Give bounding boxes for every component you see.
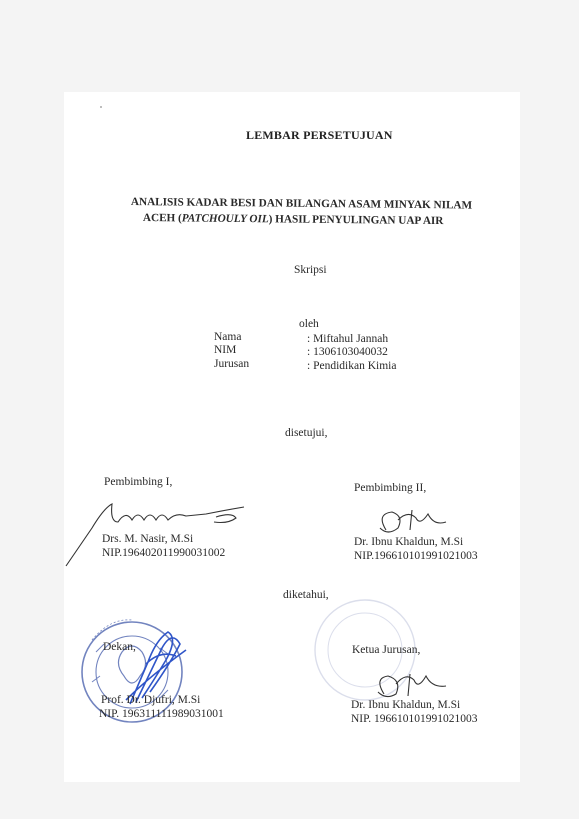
advisor2-role: Pembimbing II, [354, 482, 427, 494]
university-stamp [82, 620, 182, 722]
dean-role: Dekan, [103, 641, 136, 653]
page-title: LEMBAR PERSETUJUAN [246, 128, 393, 142]
field-value-jurusan: : Pendidikan Kimia [307, 360, 397, 372]
advisor2-signature [380, 510, 446, 532]
thesis-title-italic: PATCHOULY OIL [181, 212, 269, 226]
acknowledged-label: diketahui, [283, 589, 329, 601]
field-value-nim: : 1306103040032 [307, 346, 388, 358]
advisor1-role: Pembimbing I, [104, 476, 173, 488]
head-role: Ketua Jurusan, [352, 644, 421, 656]
advisor1-nip: NIP.196402011990031002 [102, 547, 226, 559]
field-label-jurusan: Jurusan [214, 358, 250, 370]
field-value-nama: : Miftahul Jannah [307, 333, 389, 345]
approved-label: disetujui, [285, 427, 328, 439]
advisor2-nip: NIP.196610101991021003 [354, 550, 478, 562]
thesis-title-prefix: ACEH ( [142, 212, 182, 225]
advisor1-name: Drs. M. Nasir, M.Si [102, 533, 194, 545]
thesis-title-line-1: ANALISIS KADAR BESI DAN BILANGAN ASAM MINYAK NILAM [130, 196, 473, 212]
field-label-nama: Nama [214, 331, 242, 343]
advisor1-signature [66, 504, 244, 566]
document-type: Skripsi [294, 264, 327, 276]
head-signature [378, 674, 446, 697]
dean-name: Prof. Dr. Djufri, M.Si [101, 694, 201, 706]
thesis-title-suffix: ) HASIL PENYULINGAN UAP AIR [268, 213, 444, 228]
head-nip: NIP. 196610101991021003 [351, 713, 478, 725]
dean-nip: NIP. 196311111989031001 [99, 708, 224, 720]
field-label-nim: NIM [214, 344, 237, 356]
advisor2-name: Dr. Ibnu Khaldun, M.Si [354, 536, 464, 548]
by-label: oleh [299, 318, 319, 330]
head-name: Dr. Ibnu Khaldun, M.Si [351, 699, 461, 711]
